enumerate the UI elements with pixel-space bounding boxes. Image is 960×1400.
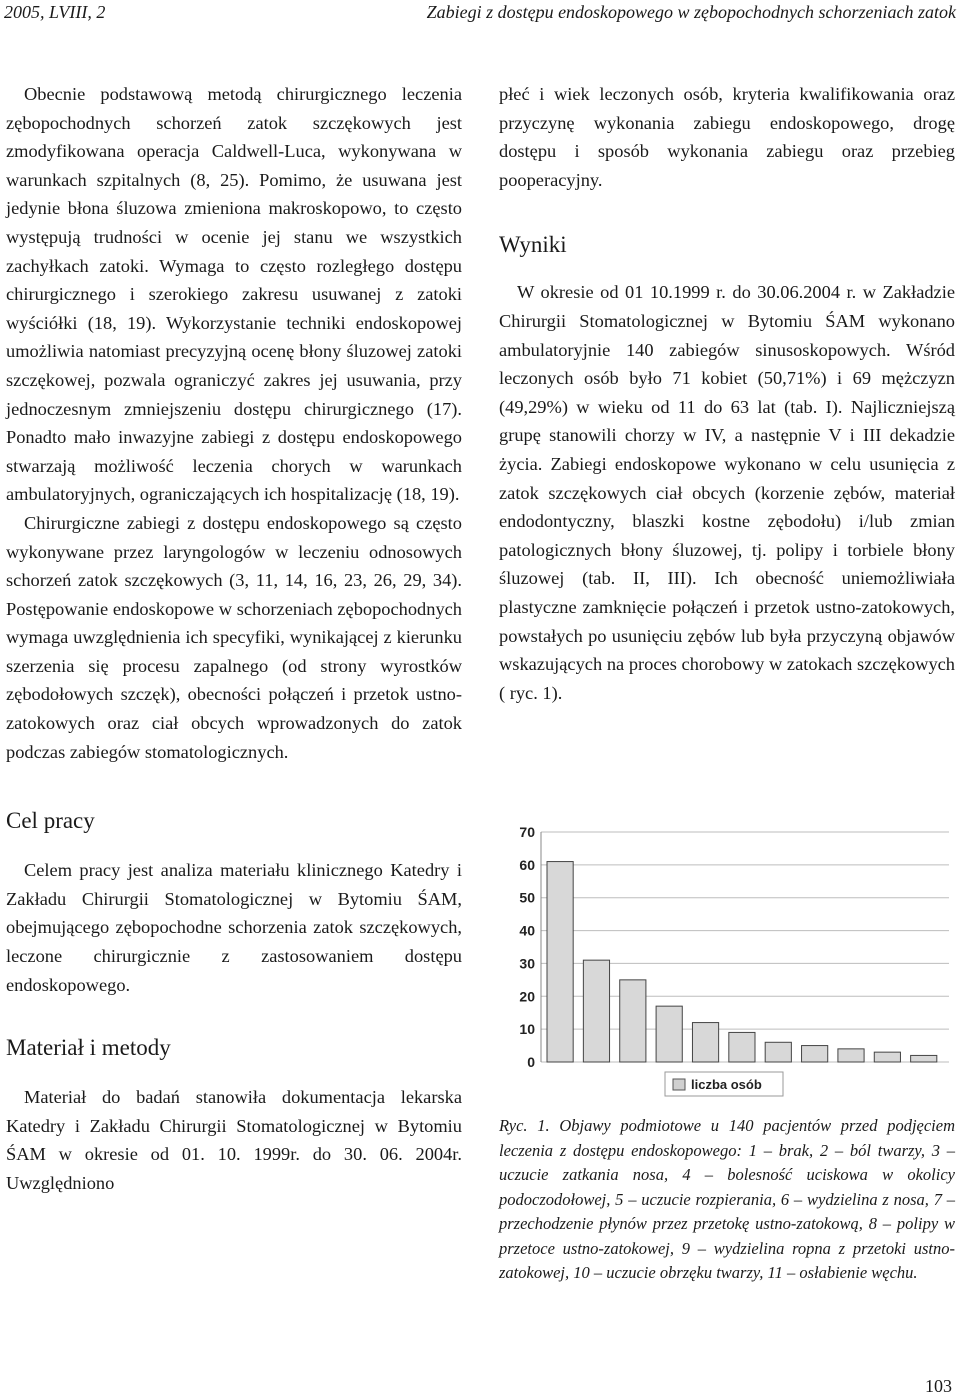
legend-label: liczba osób [691, 1077, 762, 1092]
y-tick-label: 70 [519, 824, 535, 840]
results-paragraph: W okresie od 01 10.1999 r. do 30.06.2004 r. w Zakładzie Chirurgii Stomatologicznej w Bytomiu ŚAM wykonano ambulatoryjnie 140 zabiegów sinusoskopowych. Wśród leczonych osób było 71 kobiet (50,71%) i 69 mężczyzn (49,29%) w wieku od 11 do 63 lat (tab. I). Najliczniejszą grupę stanowili chorzy w IV, a następnie V i III dekadzie życia. Zabiegi endoskopowe wykonano w celu usunięcia z zatok szczękowych ciał obcych (korzenie zębów, materiał endodontyczny, blaszki kostne zębodołu) i/lub zmian patologicznych błony śluzowej, tj. polipy i torbiele błony śluzowej (tab. II, III). Ich obecność uniemożliwiała plastyczne zamknięcie połączeń i przetok ustno-zatokowych, powstałych po usunięciu zębów lub była przyczyną objawów wskazujących na proces chorobowy w zatokach szczękowych ( ryc. 1). [499, 282, 955, 703]
aim-paragraph: Celem pracy jest analiza materiału klinicznego Katedry i Zakładu Chirurgii Stomatologicznej w Bytomiu ŚAM, obejmującego zębopochodne schorzenia zatok szczękowych, leczone chirurgicznie z zastosowaniem dostępu endoskopowego. [6, 860, 462, 995]
left-column [6, 80, 462, 1198]
intro-paragraph-2: Chirurgiczne zabiegi z dostępu endoskopowego są często wykonywane przez laryngologów w leczeniu odnosowych schorzeń zatok szczękowych (3, 11, 14, 16, 23, 26, 29, 34). Postępowanie endoskopowe w schorzeniach zębopochodnych wymaga uwzględnienia ich specyfiki, wynikającej z kierunku szerzenia się procesu zapalnego (od strony wyrostków zębodołowych szczęk), obecności połączeń i przetok ustno-zatokowych oraz ciał obcych wprowadzonych do zatok podczas zabiegów stomatologicznych. [6, 512, 462, 762]
right-column [499, 80, 955, 707]
intro-paragraph-1: Obecnie podstawową metodą chirurgicznego leczenia zębopochodnych schorzeń zatok szczękowych jest zmodyfikowana operacja Caldwell-Luca, wykonywana w warunkach szpitalnych (8, 25). Pomimo, że usuwana jest jedynie błona śluzowa zmieniona makroskopowo, to często występują trudności w ocenie jej stanu we wszystkich zachyłkach zatoki. Wymaga to często rozległego dostępu chirurgicznego i szerokiego zakresu usuwanej z zatoki wyściółki (18, 19). Wykorzystanie techniki endoskopowej umożliwia natomiast precyzyjną ocenę błony śluzowej zatoki szczękowej, pozwala ograniczyć zakres jej usuwania, przy jednoczesnym zmniejszeniu dostępu chirurgicznego (17). Ponadto mało inwazyjne zabiegi z dostępu endoskopowego stwarzają możliwość leczenia chorych w warunkach ambulatoryjnych, ograniczających ich hospitalizację (18, 19). [6, 84, 462, 505]
methods-paragraph: Materiał do badań stanowiła dokumentacja lekarska Katedry i Zakładu Chirurgii Stomatologicznej w Bytomiu ŚAM w okresie od 01. 10. 1999r. do 30. 06. 2004r. Uwzględniono [6, 1087, 462, 1193]
legend-swatch [673, 1079, 685, 1090]
y-tick-label: 60 [519, 856, 535, 873]
y-tick-label: 40 [519, 922, 535, 939]
figure-1-chart [497, 818, 957, 1102]
y-tick-label: 0 [527, 1054, 535, 1070]
y-tick-label: 30 [519, 955, 535, 972]
y-tick-label: 10 [519, 1021, 535, 1038]
bar-7 [765, 1042, 791, 1062]
y-tick-label: 50 [519, 889, 535, 906]
bar-9 [838, 1049, 864, 1062]
y-tick-label: 20 [519, 988, 535, 1005]
bar-11 [911, 1055, 937, 1062]
methods-continued: płeć i wiek leczonych osób, kryteria kwalifikowania oraz przyczynę wykonania zabiegu endoskopowego, drogę dostępu i sposób wykonania zabiegu oraz przebieg pooperacyjny. [499, 84, 955, 190]
page-number: 103 [925, 1376, 952, 1396]
bar-chart [497, 818, 957, 1102]
aim-heading: Cel pracy [6, 808, 95, 834]
journal-issue: 2005, LVIII, 2 [4, 2, 106, 22]
bar-5 [692, 1023, 718, 1062]
running-header [0, 0, 960, 32]
bar-6 [729, 1032, 755, 1062]
figure-caption: Ryc. 1. Objawy podmiotowe u 140 pacjentów przed podjęciem leczenia z dostępu endoskopowego: 1 – brak, 2 – ból twarzy, 3 – uczucie zatkania nosa, 4 – bolesność uciskowa w okolicy podoczodołowej, 5 – uczucie rozpierania, 6 – wydzielina z nosa, 7 – przechodzenie płynów przez przetokę ustno-zatokową, 8 – polipy w przetoce ustno-zatokowej, 9 – wydzielina ropna z przetoki ustno-zatokowej, 10 – uczucie obrzęku twarzy, 11 – osłabienie węchu. [499, 1116, 955, 1282]
running-title: Zabiegi z dostępu endoskopowego w zębopochodnych schorzeniach zatok [426, 2, 956, 22]
bar-4 [656, 1006, 682, 1062]
bar-2 [583, 960, 609, 1062]
bar-10 [874, 1052, 900, 1062]
bar-1 [547, 862, 573, 1062]
methods-heading: Materiał i metody [6, 1035, 171, 1061]
bar-3 [620, 980, 646, 1062]
chart-legend [665, 1072, 783, 1096]
results-heading: Wyniki [499, 232, 567, 258]
bar-8 [802, 1046, 828, 1062]
